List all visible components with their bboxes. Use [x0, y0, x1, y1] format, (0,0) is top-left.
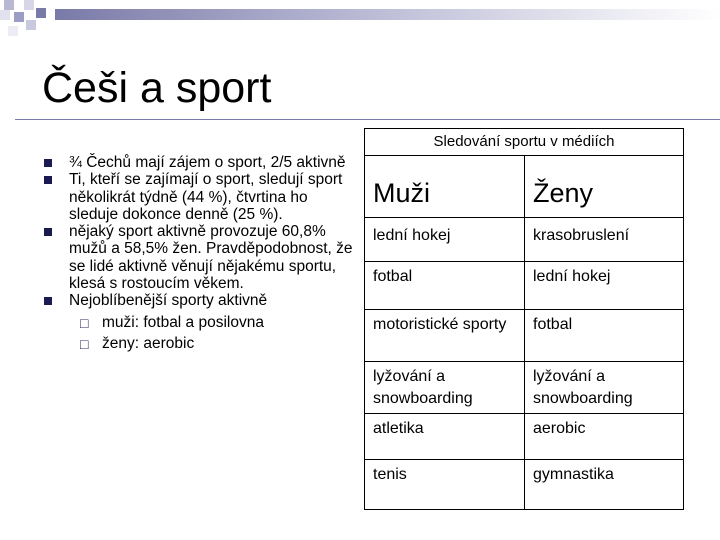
sports-table [364, 155, 684, 510]
table-cell: lyžování a snowboarding [365, 362, 525, 414]
bullet-item [44, 171, 356, 223]
table-cell: atletika [365, 414, 525, 460]
corner-square [8, 26, 18, 36]
table-cell: fotbal [525, 310, 684, 362]
corner-square [26, 20, 36, 30]
header-men: Muži [365, 156, 525, 218]
bullet-item [44, 292, 356, 309]
square-bullet-icon [44, 297, 52, 305]
top-gradient-bar [55, 9, 720, 20]
table-cell: fotbal [365, 262, 525, 310]
table-cell: lyžování a snowboarding [525, 362, 684, 414]
sub-bullet-item [44, 314, 356, 331]
header-women: Ženy [525, 156, 684, 218]
table-cell: lední hokej [525, 262, 684, 310]
corner-square [14, 12, 24, 22]
table-cell: lední hokej [365, 218, 525, 262]
table-row [365, 460, 684, 510]
slide-title: Češi a sport [42, 64, 272, 112]
sub-bullet-item [44, 335, 356, 352]
table-row [365, 414, 684, 460]
hollow-square-bullet-icon: □ [80, 314, 89, 331]
table-cell: gymnastika [525, 460, 684, 510]
bullet-item [44, 154, 356, 171]
table-cell: krasobruslení [525, 218, 684, 262]
sub-bullet-text: muži: fotbal a posilovna [102, 313, 264, 331]
corner-square [0, 10, 10, 20]
table-caption: Sledování sportu v médiích [364, 128, 684, 156]
bullet-list [44, 154, 356, 352]
title-rule [15, 119, 720, 120]
bullet-text: Ti, kteří se zajímají o sport, sledují sport několikrát týdně (44 %), čtvrtina ho sleduje dokonce denně (25 %). [69, 171, 343, 223]
corner-square [4, 0, 14, 10]
square-bullet-icon [44, 159, 52, 167]
bullet-text: nějaký sport aktivně provozuje 60,8% mužů a 58,5% žen. Pravděpodobnost, že se lidé aktivně věnují nějakému sportu, klesá s rostoucím věkem. [69, 223, 353, 293]
square-bullet-icon [44, 228, 52, 236]
table-cell: tenis [365, 460, 525, 510]
corner-square [24, 0, 34, 10]
square-bullet-icon [44, 176, 52, 184]
bullet-item [44, 223, 356, 292]
table-row [365, 362, 684, 414]
sub-bullet-text: ženy: aerobic [102, 334, 195, 352]
hollow-square-bullet-icon: □ [80, 335, 89, 352]
table-row [365, 262, 684, 310]
table-row [365, 310, 684, 362]
bullet-text: Nejoblíbenější sporty aktivně [69, 292, 268, 310]
table-cell: aerobic [525, 414, 684, 460]
corner-square [36, 8, 46, 18]
table-header-row [365, 156, 684, 218]
table-row [365, 218, 684, 262]
bullet-text: ¾ Čechů mají zájem o sport, 2/5 aktivně [69, 154, 346, 171]
table-cell: motoristické sporty [365, 310, 525, 362]
